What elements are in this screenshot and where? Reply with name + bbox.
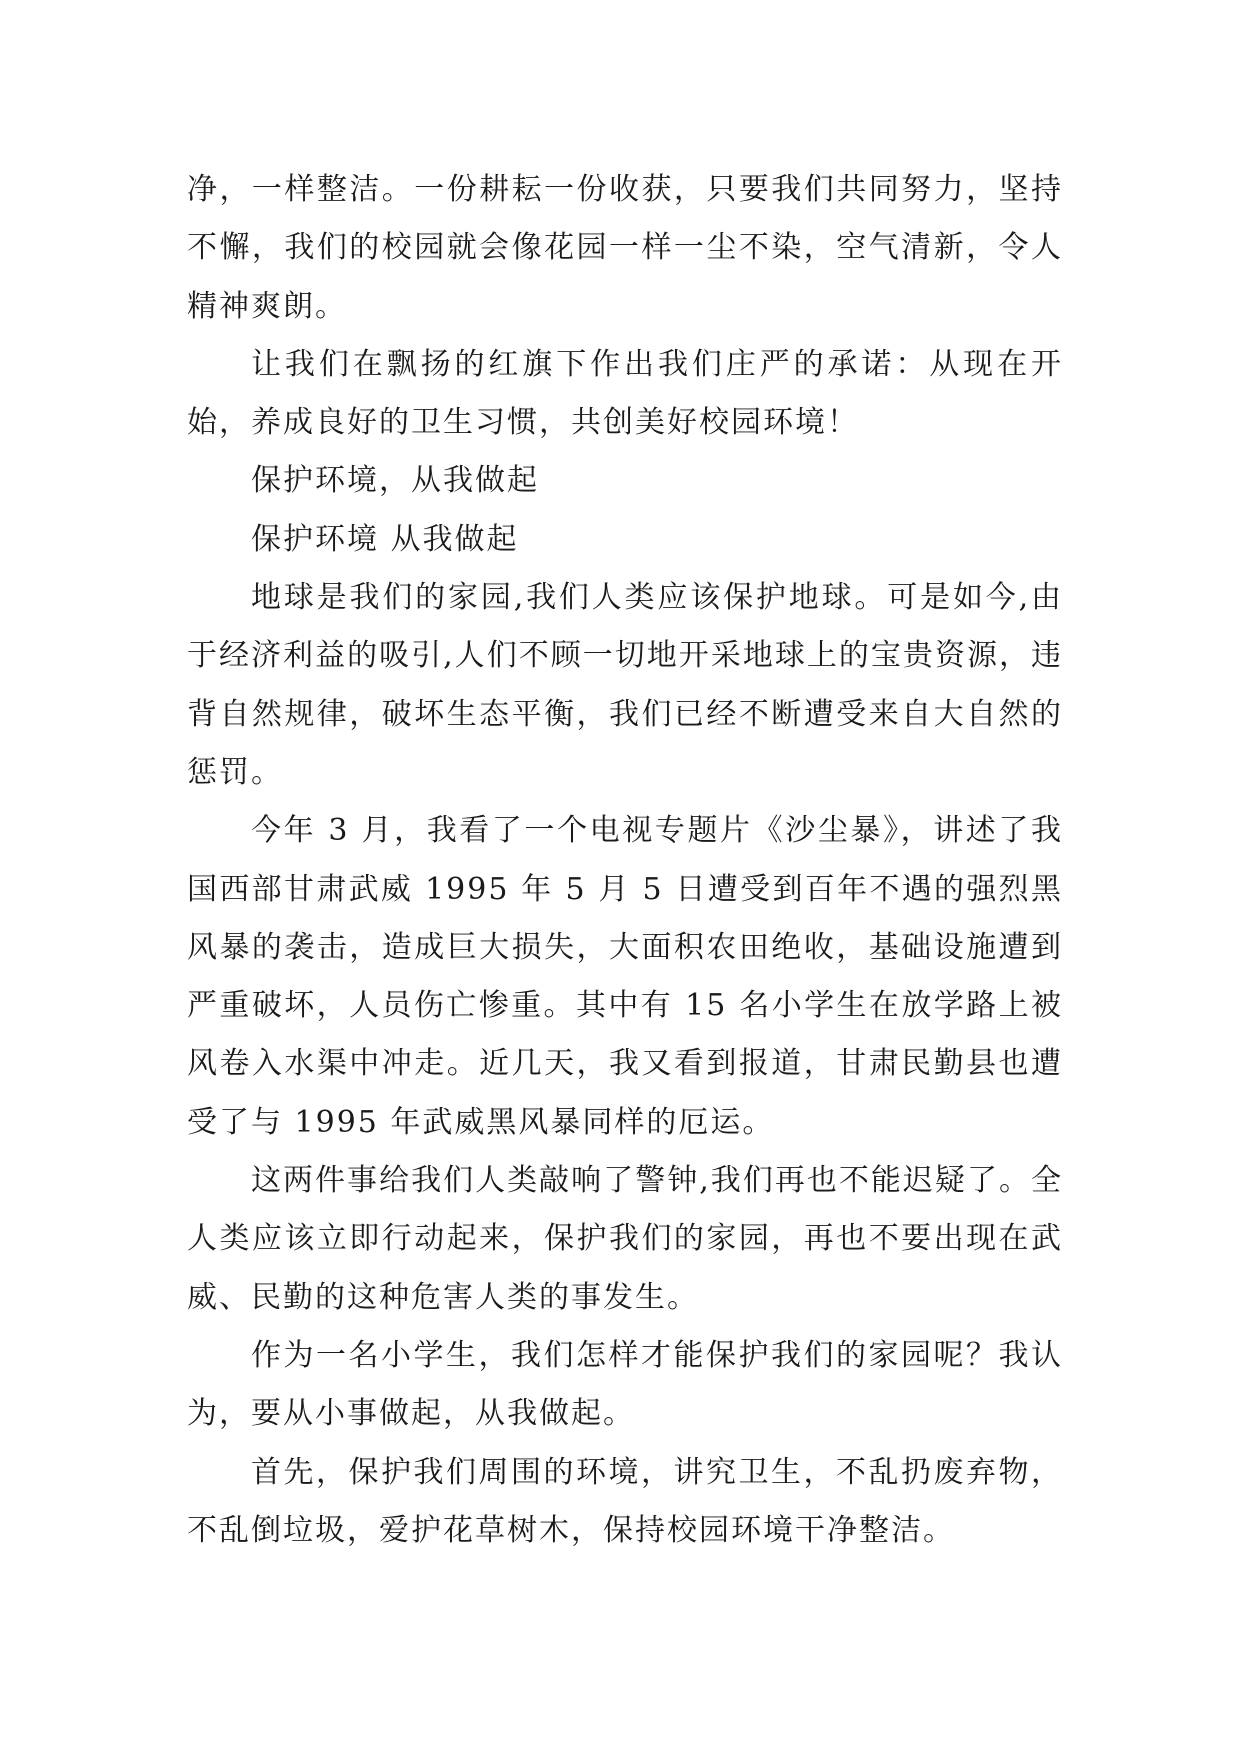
document-body	[187, 161, 1063, 1560]
paragraph-pledge: 让我们在飘扬的红旗下作出我们庄严的承诺：从现在开始，养成良好的卫生习惯，共创美好校园环境！	[187, 346, 1063, 441]
paragraph-continuation: 净，一样整洁。一份耕耘一份收获，只要我们共同努力，坚持不懈，我们的校园就会像花园一样一尘不染，空气清新，令人精神爽朗。	[187, 172, 1063, 324]
paragraph-sandstorm: 今年 3 月，我看了一个电视专题片《沙尘暴》，讲述了我国西部甘肃武威 1995 年 5 月 5 日遭受到百年不遇的强烈黑风暴的袭击，造成巨大损失，大面积农田绝收，基础设施遭到严重破坏，人员伤亡惨重。其中有 15 名小学生在放学路上被风卷入水渠中冲走。近几天，我又看到报道，甘肃民勤县也遭受了与 1995 年武威黑风暴同样的厄运。	[187, 813, 1063, 1140]
paragraph-heading-2: 保护环境 从我做起	[251, 521, 519, 557]
paragraph-first-step: 首先，保护我们周围的环境，讲究卫生，不乱扔废弃物，不乱倒垃圾，爱护花草树木，保持校园环境干净整洁。	[187, 1454, 1063, 1548]
paragraph-earth-home: 地球是我们的家园,我们人类应该保护地球。可是如今,由于经济利益的吸引,人们不顾一切地开采地球上的宝贵资源，违背自然规律，破坏生态平衡，我们已经不断遭受来自大自然的惩罚。	[187, 580, 1063, 790]
paragraph-heading-1: 保护环境，从我做起	[251, 463, 539, 499]
paragraph-warning: 这两件事给我们人类敲响了警钟,我们再也不能迟疑了。全人类应该立即行动起来，保护我们的家园，再也不要出现在武威、民勤的这种危害人类的事发生。	[187, 1163, 1063, 1315]
paragraph-start-small: 作为一名小学生，我们怎样才能保护我们的家园呢？我认为，要从小事做起，从我做起。	[187, 1337, 1063, 1432]
